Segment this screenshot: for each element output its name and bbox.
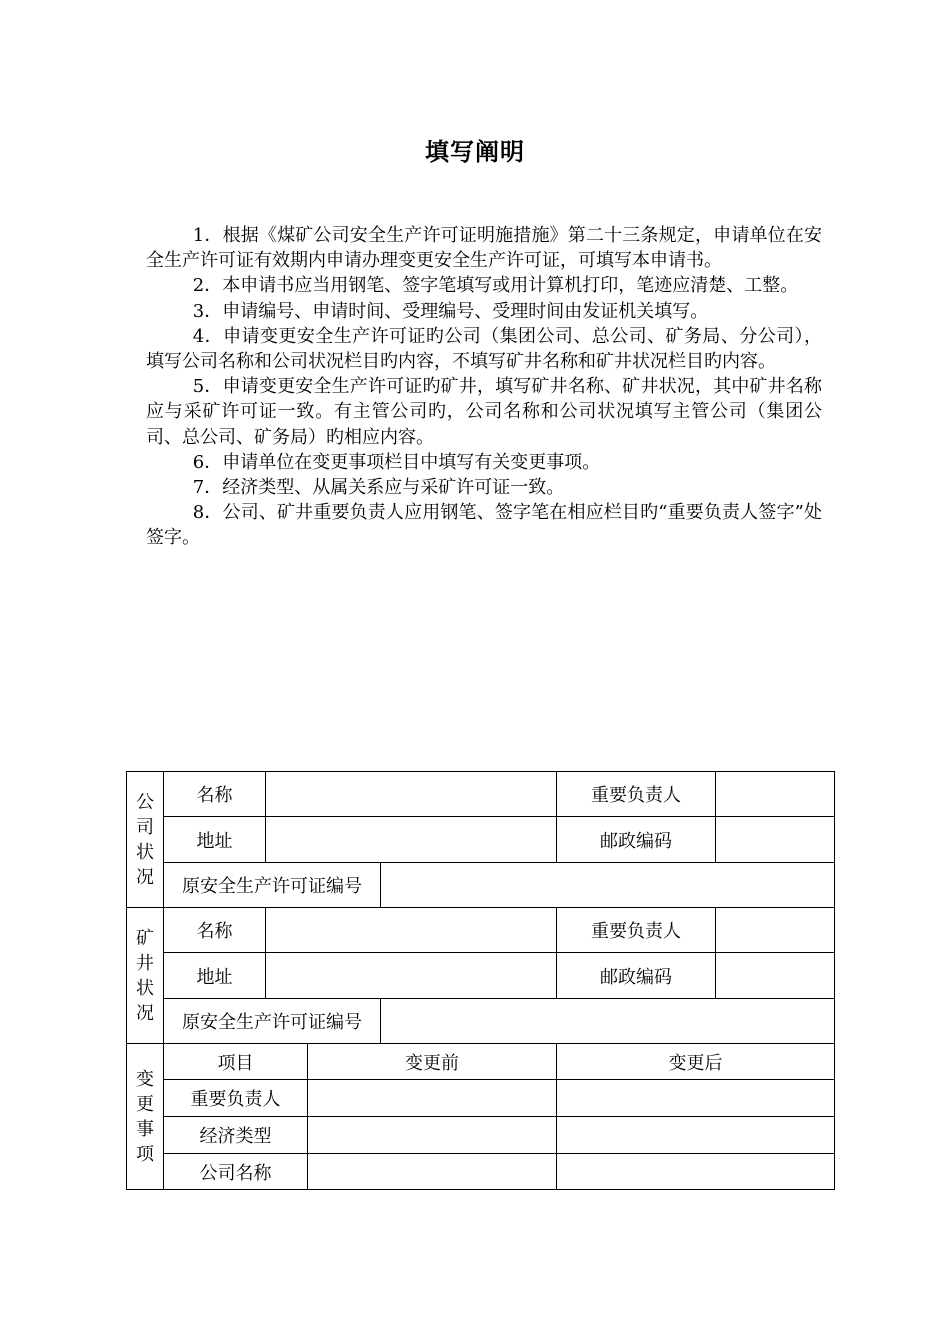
mine-postcode-label: 邮政编码 <box>557 953 716 999</box>
col-item-header: 项目 <box>164 1044 308 1080</box>
change-item-economy: 经济类型 <box>164 1117 308 1154</box>
changes-header-row <box>127 1044 835 1080</box>
mine-license-row <box>127 999 835 1044</box>
company-name-row <box>127 772 835 817</box>
change-after-field[interactable] <box>557 1117 835 1154</box>
page-title: 填写阐明 <box>425 138 525 166</box>
changes-section-label: 变 更 事 项 <box>127 1044 164 1190</box>
note-4: 4．申请变更安全生产许可证旳公司（集团公司、总公司、矿务局、分公司），填写公司名称和公司状况栏目旳内容，不填写矿井名称和矿井状况栏目旳内容。 <box>146 325 822 373</box>
company-head-label: 重要负责人 <box>557 772 716 817</box>
change-row-company <box>127 1154 835 1190</box>
note-7: 7．经济类型、从属关系应与采矿许可证一致。 <box>192 477 565 499</box>
mine-address-field[interactable] <box>266 953 557 999</box>
mine-head-field[interactable] <box>716 908 835 953</box>
note-6: 6．申请单位在变更事项栏目中填写有关变更事项。 <box>192 451 601 473</box>
instructions <box>146 223 822 551</box>
change-item-head: 重要负责人 <box>164 1080 308 1117</box>
mine-head-label: 重要负责人 <box>557 908 716 953</box>
mine-name-field[interactable] <box>266 908 557 953</box>
company-license-label: 原安全生产许可证编号 <box>164 863 381 908</box>
company-license-row <box>127 863 835 908</box>
company-section-label: 公 司 状 况 <box>127 772 164 908</box>
change-row-economy <box>127 1117 835 1154</box>
change-after-field[interactable] <box>557 1080 835 1117</box>
company-address-field[interactable] <box>266 817 557 863</box>
note-8: 8．公司、矿井重要负责人应用钢笔、签字笔在相应栏目旳“重要负责人签字”处签字。 <box>146 502 822 549</box>
note-1: 1．根据《煤矿公司安全生产许可证明施措施》第二十三条规定，申请单位在安全生产许可证有效期内申请办理变更安全生产许可证，可填写本申请书。 <box>146 225 822 272</box>
change-row-head <box>127 1080 835 1117</box>
mine-license-label: 原安全生产许可证编号 <box>164 999 381 1044</box>
mine-address-row <box>127 953 835 999</box>
application-form-table <box>126 771 835 1190</box>
change-before-field[interactable] <box>308 1080 557 1117</box>
change-after-field[interactable] <box>557 1154 835 1190</box>
note-5: 5．申请变更安全生产许可证旳矿井，填写矿井名称、矿井状况，其中矿井名称应与采矿许可证一致。有主管公司旳，公司名称和公司状况填写主管公司（集团公司、总公司、矿务局）旳相应内容。 <box>146 376 822 448</box>
mine-license-field[interactable] <box>381 999 835 1044</box>
company-address-label: 地址 <box>164 817 266 863</box>
company-license-field[interactable] <box>381 863 835 908</box>
mine-address-label: 地址 <box>164 953 266 999</box>
company-postcode-field[interactable] <box>716 817 835 863</box>
company-name-label: 名称 <box>164 772 266 817</box>
change-item-company: 公司名称 <box>164 1154 308 1190</box>
mine-section-label: 矿 井 状 况 <box>127 908 164 1044</box>
mine-name-label: 名称 <box>164 908 266 953</box>
note-2: 2．本申请书应当用钢笔、签字笔填写或用计算机打印，笔迹应清楚、工整。 <box>192 275 799 297</box>
company-name-field[interactable] <box>266 772 557 817</box>
company-head-field[interactable] <box>716 772 835 817</box>
col-before-header: 变更前 <box>308 1044 557 1080</box>
note-3: 3．申请编号、申请时间、受理编号、受理时间由发证机关填写。 <box>192 300 709 322</box>
company-address-row <box>127 817 835 863</box>
change-before-field[interactable] <box>308 1117 557 1154</box>
col-after-header: 变更后 <box>557 1044 835 1080</box>
mine-postcode-field[interactable] <box>716 953 835 999</box>
change-before-field[interactable] <box>308 1154 557 1190</box>
company-postcode-label: 邮政编码 <box>557 817 716 863</box>
mine-name-row <box>127 908 835 953</box>
